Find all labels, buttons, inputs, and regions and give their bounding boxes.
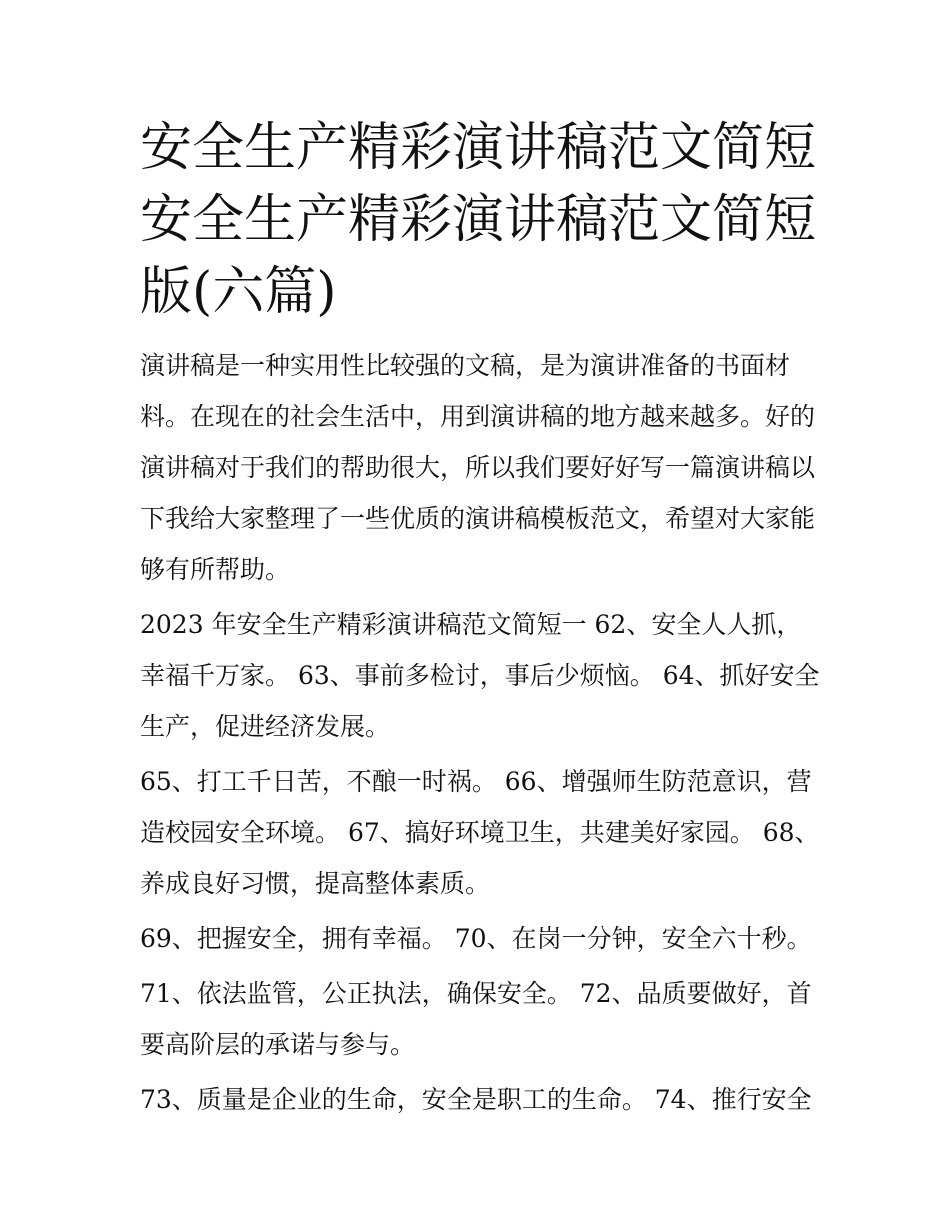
slogan-paragraph-65-68: 65、打工千日苦，不酿一时祸。 66、增强师生防范意识，营造校园安全环境。 67、搞好环境卫生，共建美好家园。 68、养成良好习惯，提高整体素质。 — [140, 767, 820, 898]
document-content — [140, 112, 820, 1129]
slogan-paragraph-73-74: 73、质量是企业的生命，安全是职工的生命。 74、推行安全 — [140, 1085, 812, 1114]
slogan-paragraph-62-64: 2023 年安全生产精彩演讲稿范文简短一 62、安全人人抓，幸福千万家。 63、事前多检讨，事后少烦恼。 64、抓好安全生产，促进经济发展。 — [140, 610, 820, 741]
intro-paragraph: 演讲稿是一种实用性比较强的文稿，是为演讲准备的书面材料。在现在的社会生活中，用到演讲稿的地方越来越多。好的演讲稿对于我们的帮助很大，所以我们要好好写一篇演讲稿以下我给大家整理了一些优质的演讲稿模板范文，希望对大家能够有所帮助。 — [140, 351, 816, 584]
slogan-paragraph-69-70: 69、把握安全，拥有幸福。 70、在岗一分钟，安全六十秒。 — [140, 924, 812, 953]
document-title: 安全生产精彩演讲稿范文简短安全生产精彩演讲稿范文简短版(六篇) — [140, 118, 817, 322]
slogan-paragraph-71-72: 71、依法监管，公正执法，确保安全。 72、品质要做好，首要高阶层的承诺与参与。 — [140, 979, 812, 1059]
